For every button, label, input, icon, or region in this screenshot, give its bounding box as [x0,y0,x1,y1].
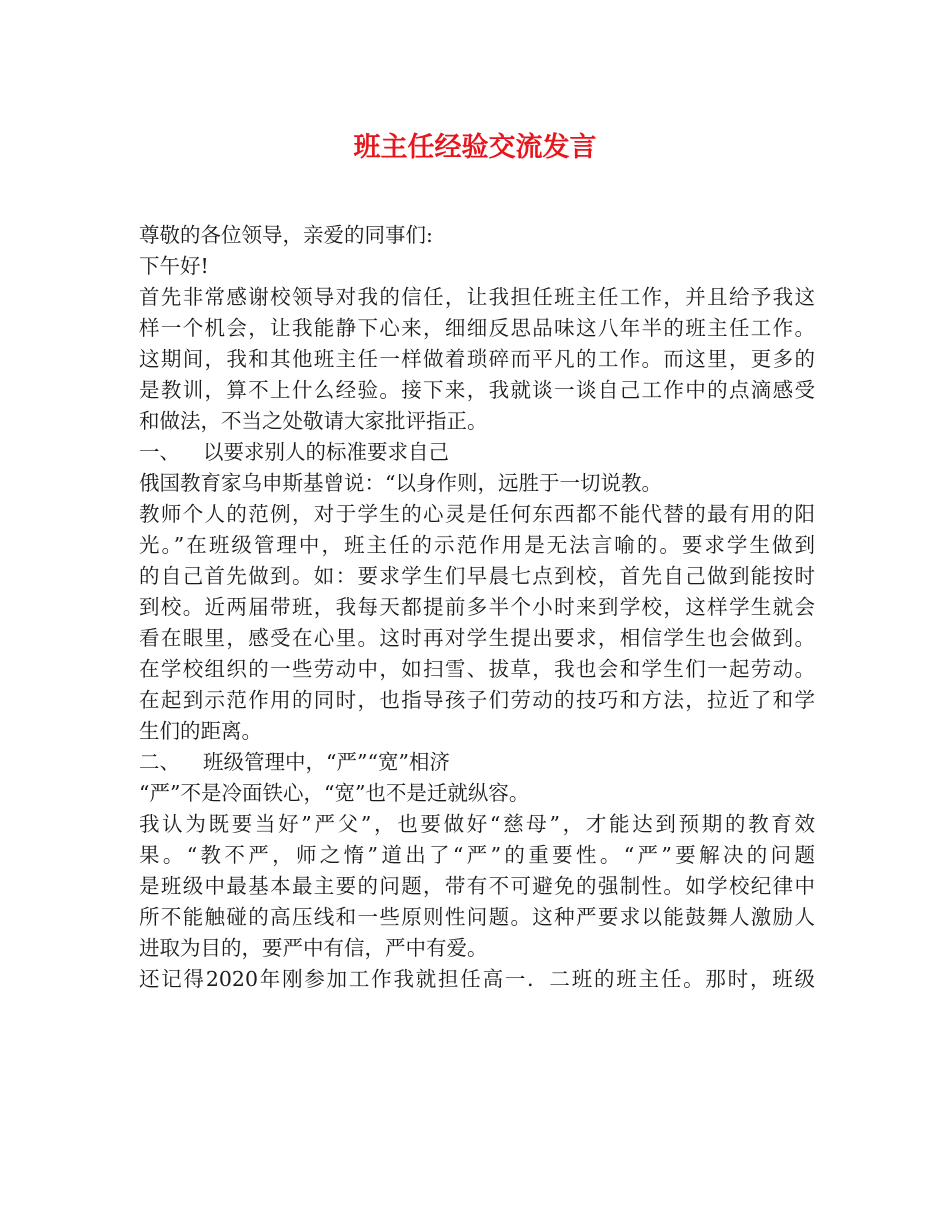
text-line: 所不能触碰的高压线和一些原则性问题。这种严要求以能鼓舞人激励人 [139,905,815,929]
section-heading-text: 班级管理中，“严”“宽”相济 [203,750,450,774]
document-body [139,220,815,995]
text-line: 光。”在班级管理中，班主任的示范作用是无法言喻的。要求学生做到 [139,533,815,557]
section-heading-2 [139,747,815,778]
text-line: “严”不是冷面铁心，“宽”也不是迁就纵容。 [139,781,530,805]
text-line: 下午好! [139,254,209,278]
text-line: 和做法，不当之处敬请大家批评指正。 [139,409,488,433]
text-line: 是班级中最基本最主要的问题，带有不可避免的强制性。如学校纪律中 [139,874,815,898]
document-title: 班主任经验交流发言 [353,132,597,163]
section-heading-text: 以要求别人的标准要求自己 [203,440,449,464]
text-line: 进取为目的，要严中有信，严中有爱。 [139,936,488,960]
text-line: 看在眼里，感受在心里。这时再对学生提出要求，相信学生也会做到。 [139,626,815,650]
section-heading-1 [139,437,815,468]
text-line: 果。“教不严，师之惰”道出了“严”的重要性。“严”要解决的问题 [139,843,815,867]
text-line: 生们的距离。 [139,719,262,743]
text-line: 俄国教育家乌申斯基曾说：“以身作则，远胜于一切说教。 [139,471,662,495]
text-line: 是教训，算不上什么经验。接下来，我就谈一谈自己工作中的点滴感受 [139,378,815,402]
text-line: 在起到示范作用的同时，也指导孩子们劳动的技巧和方法，拉近了和学 [139,688,815,712]
text-line: 我认为既要当好”严父”，也要做好“慈母”，才能达到预期的教育效 [139,812,815,836]
text-line: 的自己首先做到。如：要求学生们早晨七点到校，首先自己做到能按时 [139,564,815,588]
section-number: 二、 [139,750,180,774]
text-line: 样一个机会，让我能静下心来，细细反思品味这八年半的班主任工作。 [139,316,815,340]
text-line: 还记得2020年刚参加工作我就担任高一．二班的班主任。那时，班级 [139,967,815,991]
text-line: 这期间，我和其他班主任一样做着琐碎而平凡的工作。而这里，更多的 [139,347,815,371]
text-line: 到校。近两届带班，我每天都提前多半个小时来到学校，这样学生就会 [139,595,815,619]
text-line: 尊敬的各位领导，亲爱的同事们: [139,223,433,247]
section-number: 一、 [139,440,180,464]
text-line: 首先非常感谢校领导对我的信任，让我担任班主任工作，并且给予我这 [139,285,815,309]
text-line: 教师个人的范例，对于学生的心灵是任何东西都不能代替的最有用的阳 [139,502,815,526]
text-line: 在学校组织的一些劳动中，如扫雪、拔草，我也会和学生们一起劳动。 [139,657,815,681]
